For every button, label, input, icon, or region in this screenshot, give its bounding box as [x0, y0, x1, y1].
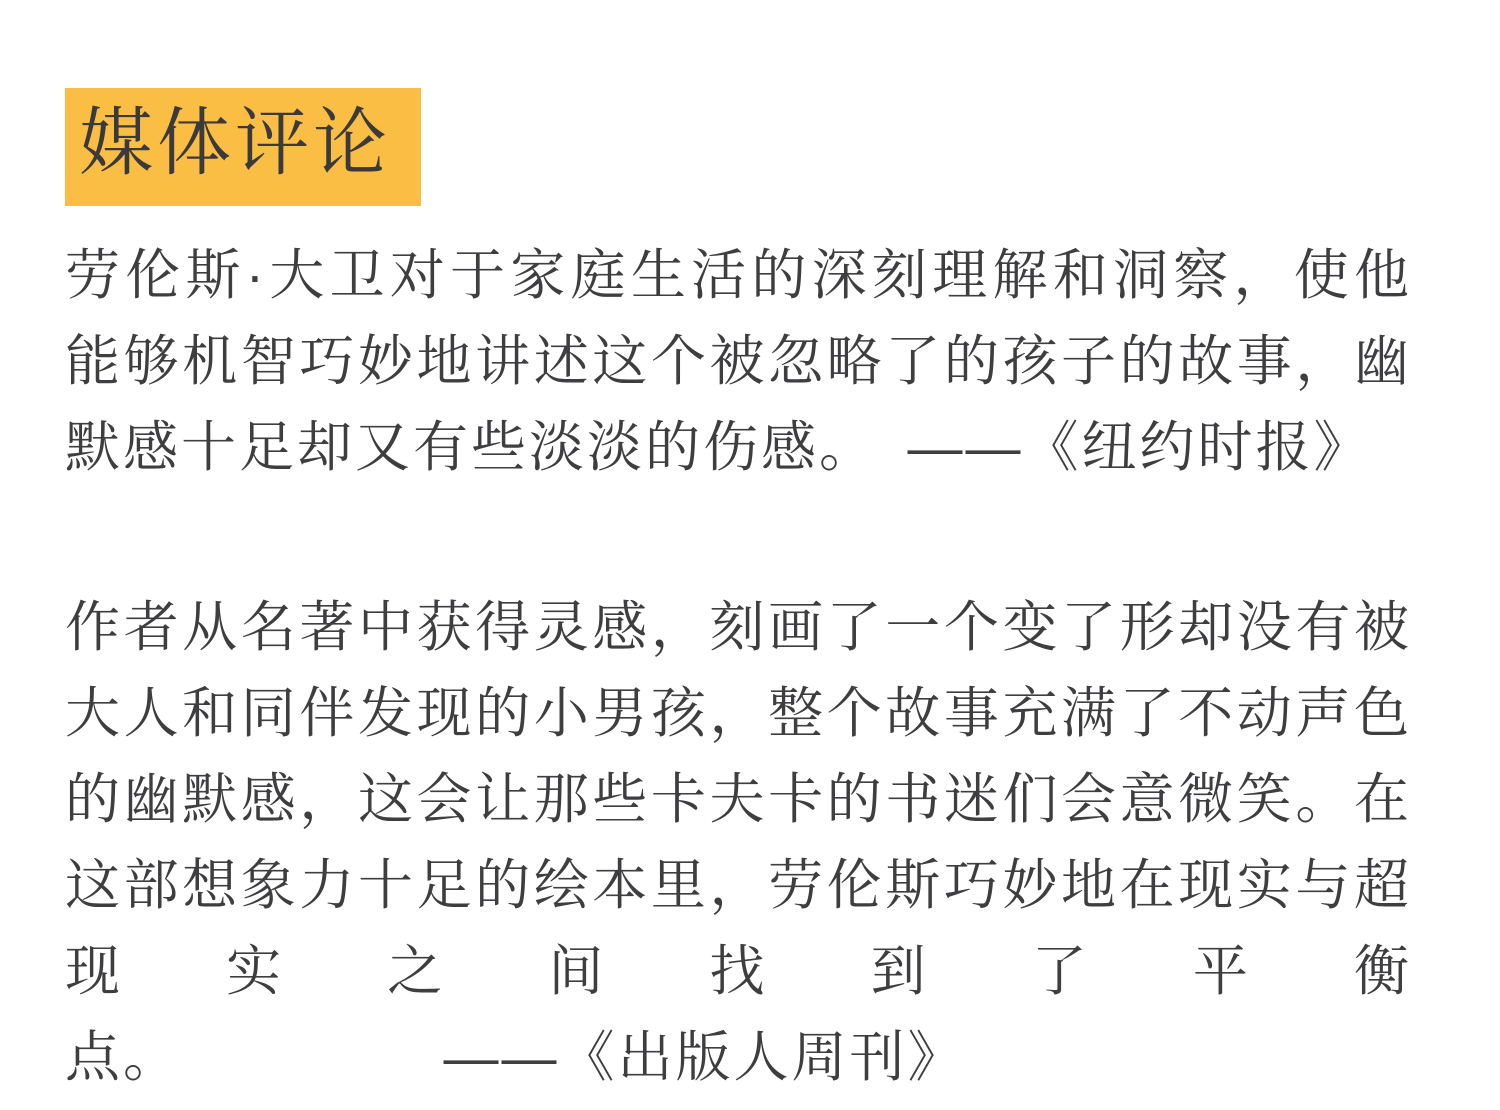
review-text: 作者从名著中获得灵感，刻画了一个变了形却没有被大人和同伴发现的小男孩，整个故事充满了不动声色的幽默感，这会让那些卡夫卡的书迷们会意微笑。在这部想象力十足的绘本里，劳伦斯巧妙地在现实与超现实之间找到了平衡点。 [65, 596, 1412, 1088]
page-title: 媒体评论 [79, 101, 391, 184]
review-attribution: ——《出版人周刊》 [153, 1026, 966, 1088]
review-paragraph-publishers-weekly [65, 584, 1412, 1100]
review-attribution: ——《纽约时报》 [849, 416, 1372, 478]
review-text: 劳伦斯·大卫对于家庭生活的深刻理解和洞察，使他能够机智巧妙地讲述这个被忽略了的孩子的故事，幽默感十足却又有些淡淡的伤感。 [65, 244, 1412, 478]
review-paragraph-nyt [65, 232, 1412, 490]
section-title-highlight [65, 88, 421, 206]
